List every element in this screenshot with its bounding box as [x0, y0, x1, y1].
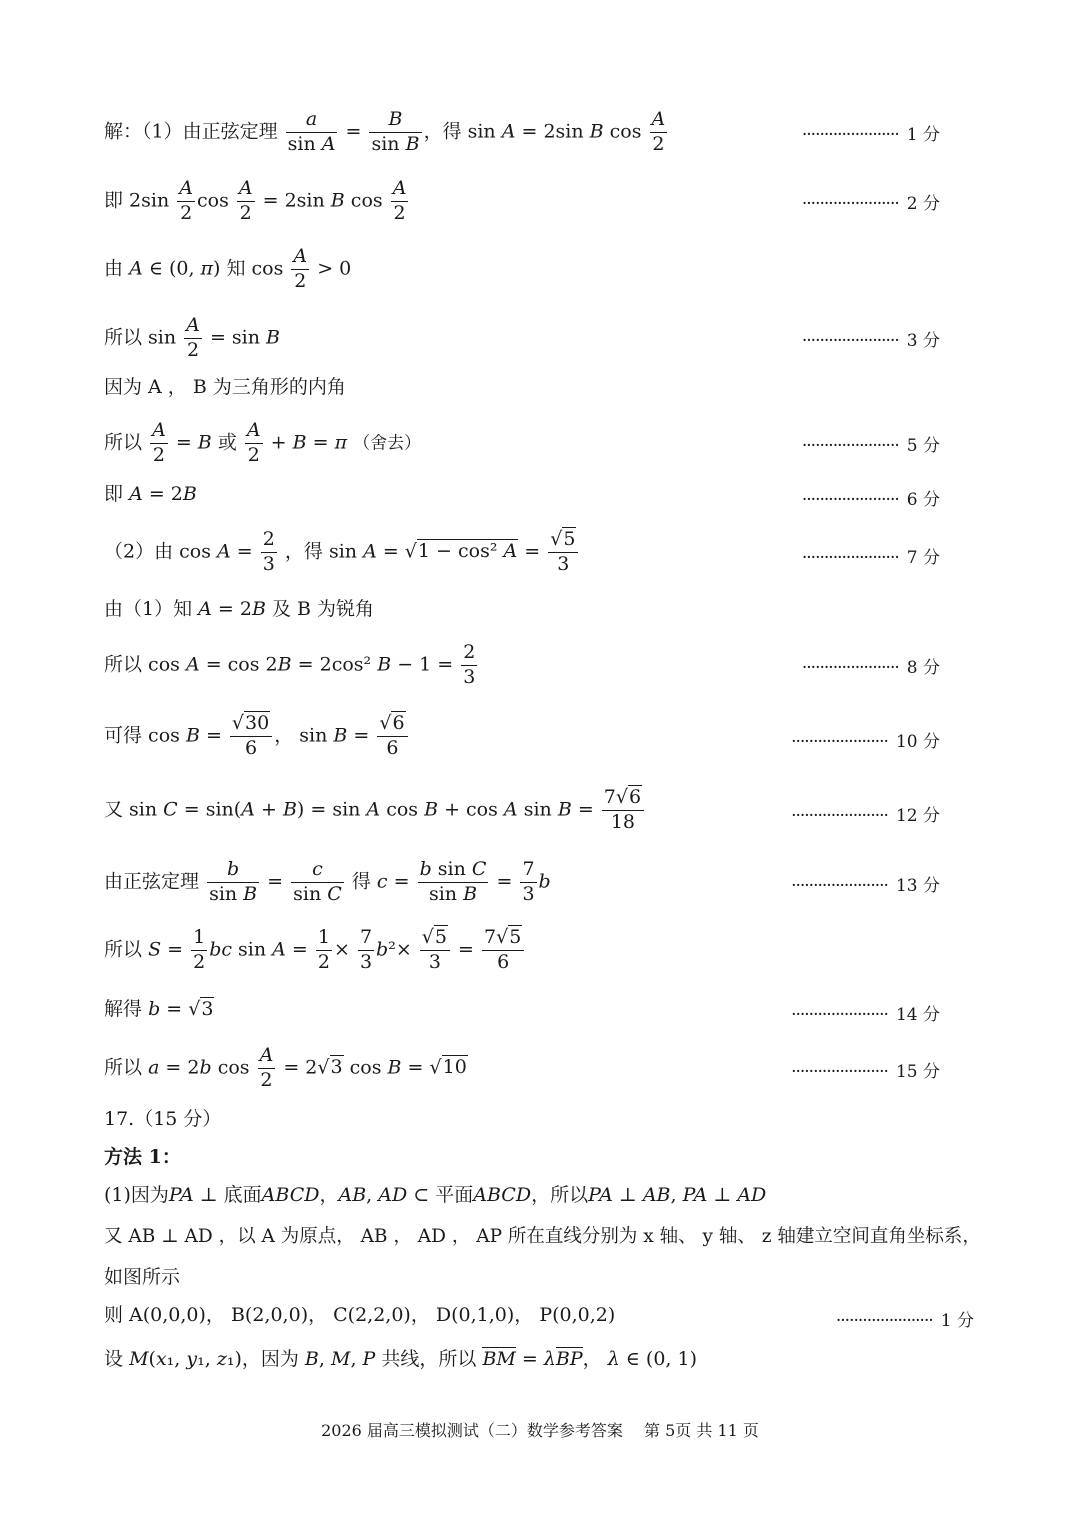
solution-line-11: 可得 cos B = $\frac{√30}{6}$ ， sin B = $\frac{√6}{6}$ [104, 712, 410, 761]
solution-line-2: 即 2sin $\frac{A}{2}$ cos $\frac{A}{2}$ = 2sin B cos $\frac{A}{2}$ [104, 177, 407, 224]
method-heading: 方法 1： [104, 1146, 181, 1168]
solution-line-13: 由正弦定理 $\frac{b}{\text{sin B}}$ = $\frac{c}{\text{sin C}}$ 得 c = $\frac{\text{b sin C}}{\text{sin B}}$ = $\frac{7}{3}$ b [104, 858, 551, 905]
score-7: ····· 7 分 [802, 543, 940, 568]
solution-line-6: 所以 $\frac{A}{2}$ = B 或 $\frac{A}{2}$ + B = π （舍去） [104, 419, 422, 466]
score-17-1: ····· 1 分 [836, 1306, 974, 1331]
solution-line-8: （2）由 cos A = $\frac{2}{3}$ ，得 sin A = √1 − cos² A = $\frac{√5}{3}$ [104, 528, 580, 577]
solution-line-16: 所以 a = 2b cos $\frac{A}{2}$ = 2√3 cos B = √10 [104, 1044, 467, 1091]
page-footer: 2026 届高三模拟测试（二）数学参考答案 第 5页 共 11 页 [321, 1421, 759, 1440]
score-8: ····· 8 分 [802, 653, 940, 678]
solution-line-14: 所以 S = $\frac{1}{2}$ bc sin A = $\frac{1}{2}$ × $\frac{7}{3}$ b²× $\frac{√5}{3}$ = $\frac{7√5}{6}$ [104, 926, 526, 975]
solution-line-5: 因为 A ， B 为三角形的内角 [104, 376, 346, 398]
score-10: ····· 10 分 [791, 727, 940, 752]
score-2: ····· 2 分 [802, 189, 940, 214]
score-3: ····· 3 分 [802, 326, 940, 351]
question-17-heading: 17.（15 分） [104, 1108, 222, 1130]
solution-line-12: 又 sin C = sin(A + B) = sin A cos B + cos A sin B = $\frac{7√6}{18}$ [104, 786, 646, 835]
solution-line-9: 由（1）知 A = 2B 及 B 为锐角 [104, 598, 375, 620]
score-14: ····· 14 分 [791, 1000, 940, 1025]
score-15: ····· 15 分 [791, 1057, 940, 1082]
solution-line-15: 解得 b = √3 [104, 998, 214, 1020]
score-5: ····· 5 分 [802, 431, 940, 456]
method1-line-4: 则 A(0,0,0)， B(2,0,0)， C(2,2,0)， D(0,1,0)， P(0,0,2) [104, 1304, 616, 1326]
solution-line-1: 解：（1）由正弦定理 $\frac{a}{\text{sin A}}$ = $\frac{B}{\text{sin B}}$ ，得 sin A = 2sin B cos $\frac{A}{2}$ [104, 108, 666, 155]
solution-line-10: 所以 cos A = cos 2B = 2cos² B − 1 = $\frac{2}{3}$ [104, 641, 476, 688]
method1-line-2: 又 AB ⊥ AD ，以 A 为原点， AB ， AD ， AP 所在直线分别为 x 轴、 y 轴、 z 轴建立空间直角坐标系， [104, 1226, 981, 1247]
method1-line-1: (1)因为PA ⊥ 底面ABCD，AB, AD ⊂ 平面ABCD，所以PA ⊥ AB, PA ⊥ AD [104, 1184, 767, 1206]
solution-line-7: 即 A = 2B [104, 483, 197, 505]
score-12: ····· 12 分 [791, 801, 940, 826]
score-1: ····· 1 分 [802, 120, 940, 145]
method1-line-3: 如图所示 [104, 1266, 181, 1288]
score-13: ····· 13 分 [791, 871, 940, 896]
solution-line-3: 由 A ∈ (0, π) 知 cos $\frac{A}{2}$ > 0 [104, 245, 352, 292]
solution-line-4: 所以 sin $\frac{A}{2}$ = sin B [104, 314, 280, 361]
method1-line-5: 设 M(x₁, y₁, z₁)，因为 B, M, P 共线，所以 BM = λBP， λ ∈ (0, 1) [104, 1348, 697, 1370]
score-6: ····· 6 分 [802, 485, 940, 510]
